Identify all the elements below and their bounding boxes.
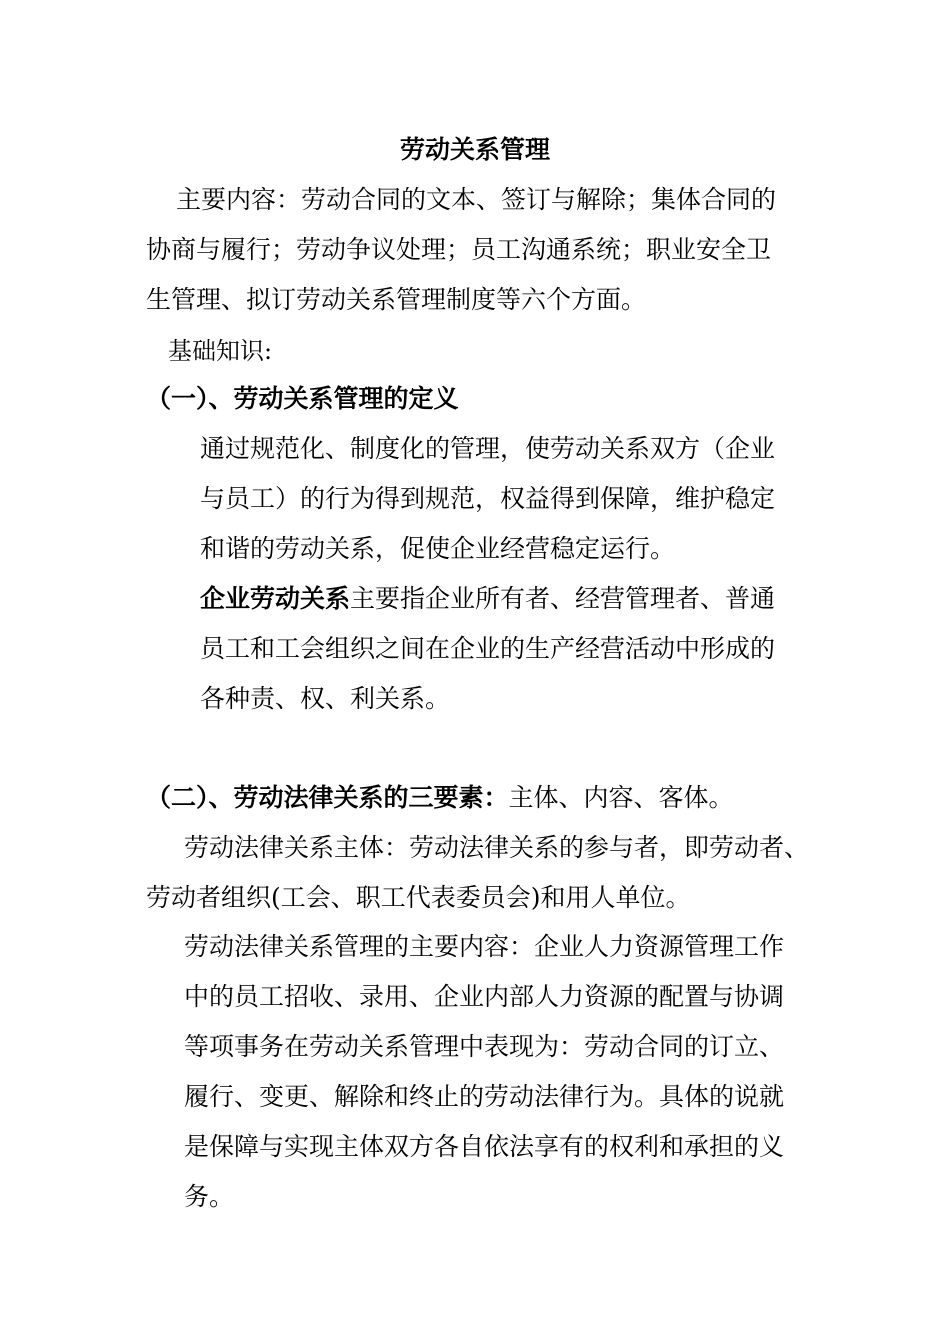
term-enterprise-labor-relations: 企业劳动关系 bbox=[200, 584, 351, 613]
basics-label: 基础知识: bbox=[168, 337, 273, 365]
document-title: 劳动关系管理 bbox=[399, 135, 550, 164]
summary-line-1: 主要内容：劳动合同的文本、签订与解除；集体合同的 bbox=[176, 185, 777, 214]
section1-para2-line-3: 各种责、权、利关系。 bbox=[200, 684, 451, 713]
summary-line-2: 协商与履行；劳动争议处理；员工沟通系统；职业安全卫 bbox=[146, 235, 772, 264]
section1-para2-line-2: 员工和工会组织之间在企业的生产经营活动中形成的 bbox=[200, 634, 776, 663]
section1-para1-line-3: 和谐的劳动关系，促使企业经营稳定运行。 bbox=[200, 534, 676, 563]
section1-para1-line-1: 通过规范化、制度化的管理，使劳动关系双方（企业 bbox=[200, 434, 776, 463]
section1-para2-line-1-rest: 主要指企业所有者、经营管理者、普通 bbox=[350, 584, 776, 613]
section2-subject-line-1: 劳动法律关系主体：劳动法律关系的参与者，即劳动者、 bbox=[184, 833, 810, 862]
section2-heading-bold: （二）、劳动法律关系的三要素： bbox=[146, 783, 509, 812]
section1-para1-line-2: 与员工）的行为得到规范，权益得到保障，维护稳定 bbox=[200, 484, 776, 513]
section1-para2-line-1 bbox=[200, 582, 775, 616]
section2-content-line-4: 履行、变更、解除和终止的劳动法律行为。具体的说就 bbox=[184, 1082, 785, 1111]
section2-content-line-2: 中的员工招收、录用、企业内部人力资源的配置与协调 bbox=[184, 982, 785, 1011]
section2-content-line-6: 务。 bbox=[184, 1182, 235, 1211]
section2-content-line-3: 等项事务在劳动关系管理中表现为：劳动合同的订立、 bbox=[184, 1032, 785, 1061]
section2-subject-line-2: 劳动者组织(工会、职工代表委员会)和用人单位。 bbox=[146, 883, 691, 912]
summary-line-3: 生管理、拟订劳动关系管理制度等六个方面。 bbox=[146, 285, 647, 314]
section2-heading bbox=[146, 781, 734, 815]
section2-content-line-5: 是保障与实现主体双方各自依法享有的权利和承担的义 bbox=[184, 1132, 785, 1161]
section2-heading-rest: 主体、内容、客体。 bbox=[508, 783, 734, 812]
section2-content-line-1: 劳动法律关系管理的主要内容：企业人力资源管理工作 bbox=[184, 932, 785, 961]
section1-heading: （一）、劳动关系管理的定义 bbox=[146, 384, 459, 413]
